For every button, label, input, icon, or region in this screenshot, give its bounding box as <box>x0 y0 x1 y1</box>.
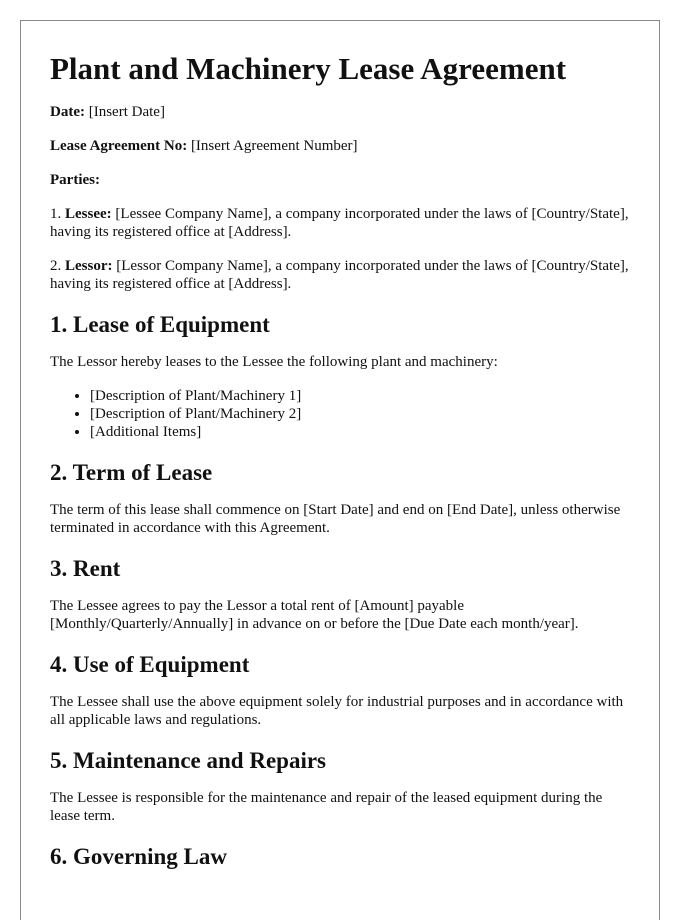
date-line <box>50 103 630 121</box>
section-use-of-equipment <box>50 651 630 729</box>
party-text: [Lessee Company Name], a company incorporated under the laws of [Country/State], having its registered office at [Address]. <box>50 206 629 240</box>
list-item: • [Additional Items] <box>90 423 630 441</box>
section-maintenance-and-repairs <box>50 747 630 825</box>
party-role: Lessee: <box>65 206 112 222</box>
date-label: Date: <box>50 104 85 120</box>
party-lessor <box>50 257 630 293</box>
party-role: Lessor: <box>65 258 113 274</box>
document-title: Plant and Machinery Lease Agreement <box>50 51 567 86</box>
section-governing-law <box>50 843 630 871</box>
party-text: [Lessor Company Name], a company incorporated under the laws of [Country/State], having its registered office at [Address]. <box>50 258 629 292</box>
party-number: 2. <box>50 258 62 274</box>
list-item: • [Description of Plant/Machinery 2] <box>90 405 630 423</box>
section-heading: 4. Use of Equipment <box>50 652 250 677</box>
section-heading: 2. Term of Lease <box>50 460 213 485</box>
agreement-number-line <box>50 137 630 155</box>
document-page <box>20 20 660 920</box>
section-rent <box>50 555 630 633</box>
agreement-number-label: Lease Agreement No: <box>50 138 188 154</box>
party-lessee <box>50 205 630 241</box>
section-heading: 1. Lease of Equipment <box>50 312 270 337</box>
section-body: The Lessee shall use the above equipment solely for industrial purposes and in accordance with all applicable laws and regulations. <box>50 694 624 728</box>
section-body: The Lessee is responsible for the maintenance and repair of the leased equipment during the lease term. <box>50 790 603 824</box>
parties-heading <box>50 171 630 189</box>
party-number: 1. <box>50 206 62 222</box>
section-lease-of-equipment <box>50 311 630 441</box>
equipment-list <box>50 387 630 441</box>
agreement-number-value: [Insert Agreement Number] <box>190 138 358 154</box>
section-body: The term of this lease shall commence on [Start Date] and end on [End Date], unless otherwise terminated in accordance with this Agreement. <box>50 502 621 536</box>
date-value: [Insert Date] <box>88 104 165 120</box>
section-heading: 3. Rent <box>50 556 121 581</box>
section-heading: 6. Governing Law <box>50 844 227 869</box>
section-body: The Lessor hereby leases to the Lessee the following plant and machinery: <box>50 354 498 370</box>
section-term-of-lease <box>50 459 630 537</box>
list-item: • [Description of Plant/Machinery 1] <box>90 387 630 405</box>
section-body: The Lessee agrees to pay the Lessor a total rent of [Amount] payable [Monthly/Quarterly/Annually] in advance on or before the [Due Date each month/year]. <box>50 598 579 632</box>
section-heading: 5. Maintenance and Repairs <box>50 748 326 773</box>
parties-label: Parties: <box>50 172 100 188</box>
